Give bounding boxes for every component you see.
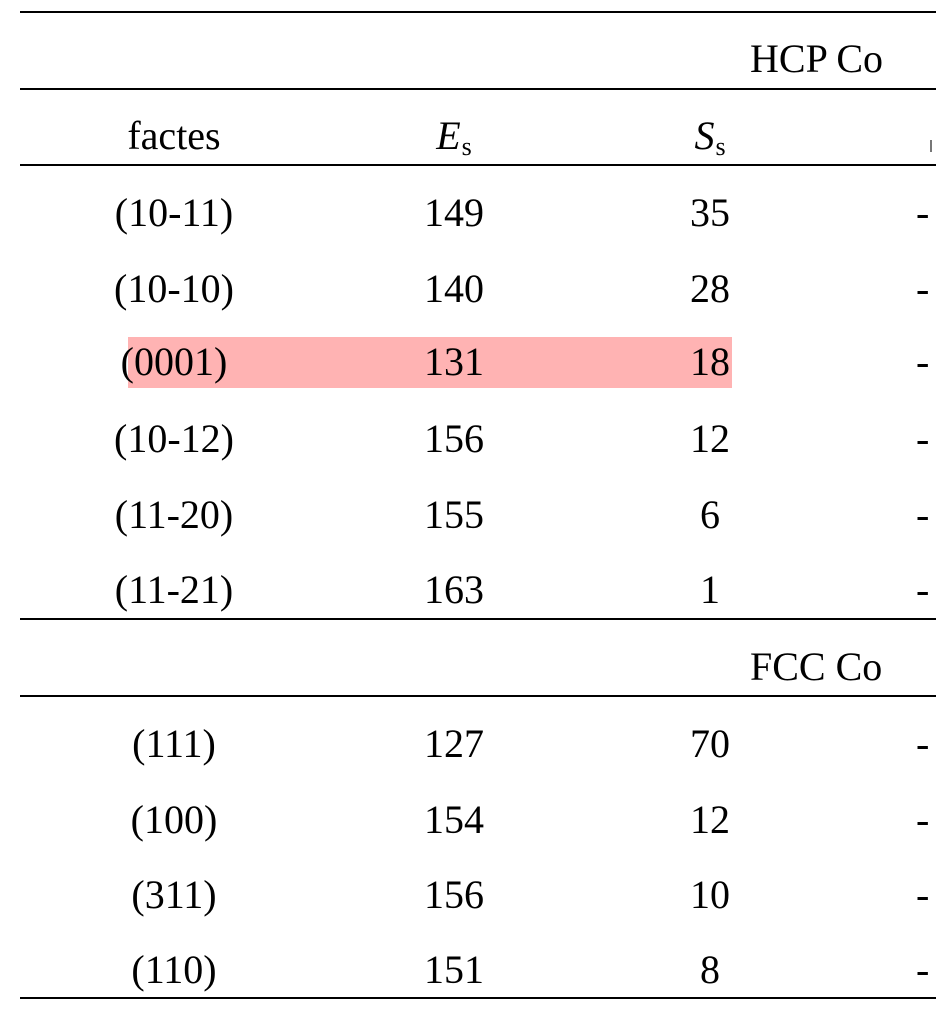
facet-cell: (0001) <box>120 339 228 384</box>
extra-cell: - <box>916 872 930 917</box>
es-cell: 151 <box>424 947 484 992</box>
column-header-ss <box>630 112 790 171</box>
extra-cell: - <box>916 339 930 384</box>
extra-cell: - <box>916 492 930 537</box>
column-header-facets: factes <box>127 113 221 158</box>
extra-cell: - <box>916 567 930 612</box>
ss-cell: 35 <box>690 190 730 235</box>
ss-cell: 70 <box>690 721 730 766</box>
facet-cell: (111) <box>132 721 216 766</box>
es-cell: 156 <box>424 416 484 461</box>
facet-cell: (10-11) <box>114 190 234 235</box>
column-header-es <box>374 112 534 171</box>
section-divider-rule <box>20 618 936 620</box>
ss-cell: 28 <box>690 266 730 311</box>
ss-cell: 8 <box>700 947 720 992</box>
extra-cell: - <box>916 190 930 235</box>
es-symbol: E <box>436 113 461 158</box>
es-cell: 163 <box>424 567 484 612</box>
facet-cell: (110) <box>131 947 217 992</box>
facet-cell: (100) <box>130 797 218 842</box>
facet-cell: (11-20) <box>114 492 234 537</box>
es-cell: 127 <box>424 721 484 766</box>
hcp-title-rule <box>20 88 936 90</box>
bottom-rule <box>20 997 936 999</box>
ss-cell: 18 <box>690 339 730 384</box>
facet-cell: (11-21) <box>114 567 234 612</box>
ss-cell: 6 <box>700 492 720 537</box>
top-rule <box>20 11 936 13</box>
ss-cell: 12 <box>690 416 730 461</box>
es-cell: 140 <box>424 266 484 311</box>
es-cell: 149 <box>424 190 484 235</box>
clipped-column-header <box>930 140 936 152</box>
section-title-hcp: HCP Co <box>750 36 884 81</box>
es-subscript: s <box>461 132 472 161</box>
facet-cell: (10-10) <box>114 266 234 311</box>
ss-cell: 12 <box>690 797 730 842</box>
ss-cell: 1 <box>700 567 720 612</box>
ss-cell: 10 <box>690 872 730 917</box>
extra-cell: - <box>916 797 930 842</box>
extra-cell: - <box>916 416 930 461</box>
ss-symbol: S <box>694 113 715 158</box>
facet-cell: (10-12) <box>114 416 234 461</box>
fcc-title-rule <box>20 695 936 697</box>
section-title-fcc: FCC Co <box>750 644 883 689</box>
ss-subscript: s <box>715 132 726 161</box>
extra-cell: - <box>916 947 930 992</box>
es-cell: 156 <box>424 872 484 917</box>
facet-cell: (311) <box>131 872 217 917</box>
extra-cell: - <box>916 721 930 766</box>
es-cell: 131 <box>424 339 484 384</box>
es-cell: 154 <box>424 797 484 842</box>
extra-cell: - <box>916 266 930 311</box>
es-cell: 155 <box>424 492 484 537</box>
